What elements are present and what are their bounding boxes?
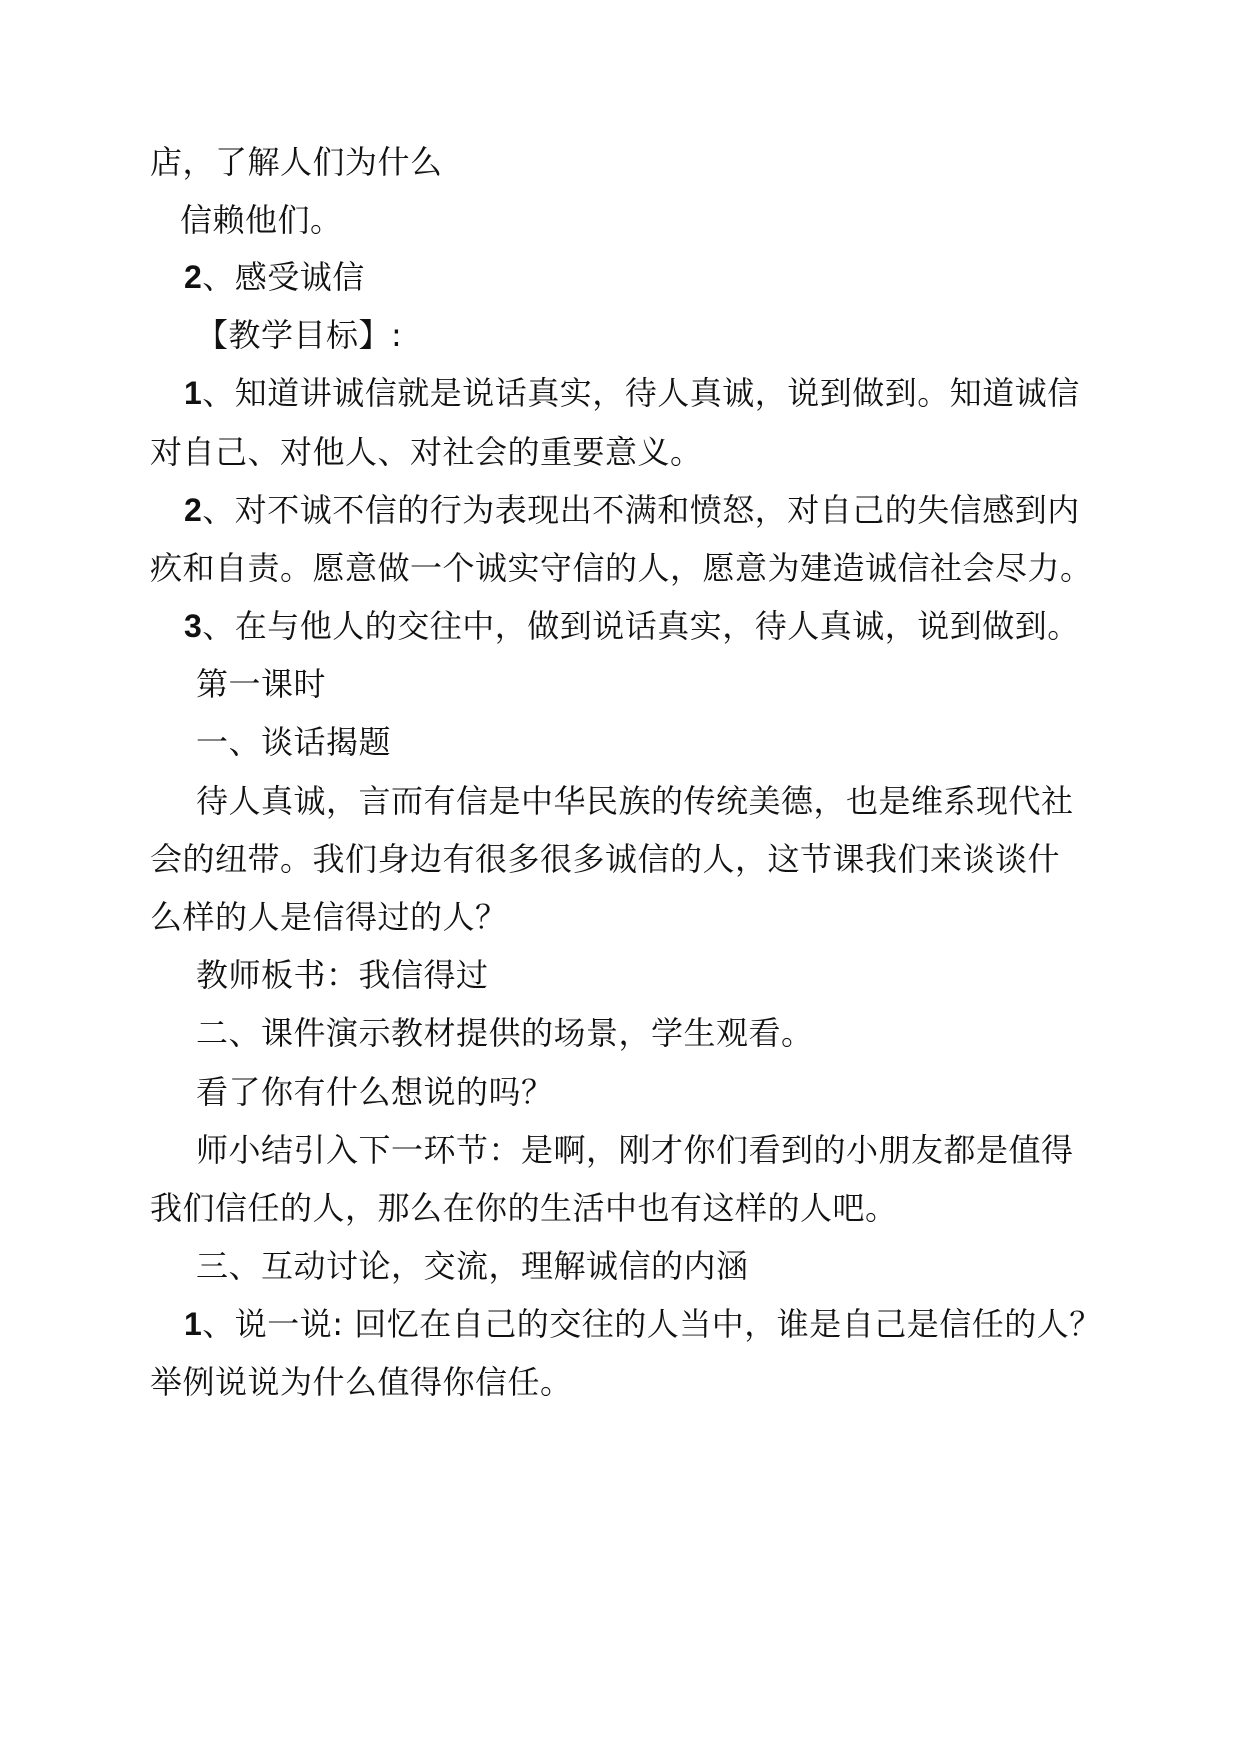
- text: 店，了解人们为什么: [150, 143, 443, 181]
- lesson-title: [196, 664, 326, 704]
- text: 看了你有什么想说的吗？: [196, 1073, 554, 1111]
- text: 、知道讲诚信就是说话真实，待人真诚，说到做到。知道诚信: [202, 374, 1080, 412]
- activity-item-1-continued: [150, 1362, 573, 1402]
- text: 三、互动讨论，交流，理解诚信的内涵: [196, 1247, 749, 1285]
- summary-line-1: [196, 1130, 1074, 1170]
- text: 师小结引入下一环节：是啊，刚才你们看到的小朋友都是值得: [196, 1131, 1074, 1169]
- text: 疚和自责。愿意做一个诚实守信的人，愿意为建造诚信社会尽力。: [150, 549, 1093, 587]
- list-number: 2: [184, 259, 203, 295]
- text: 、感受诚信: [202, 258, 365, 296]
- goal-item-2: [184, 490, 1080, 530]
- text: 、说一说: 回忆在自己的交往的人当中，谁是自己是信任的人？: [202, 1305, 1102, 1343]
- text: 【教学目标】:: [196, 316, 403, 354]
- goal-item-1: [184, 373, 1080, 413]
- question-line: [196, 1072, 554, 1112]
- summary-line-2: [150, 1188, 898, 1228]
- list-number: 3: [184, 608, 203, 644]
- text: 对自己、对他人、对社会的重要意义。: [150, 433, 703, 471]
- text: 一、谈话揭题: [196, 723, 392, 761]
- activity-item-1: [184, 1304, 1102, 1344]
- paragraph-intro-line-1: [196, 781, 1074, 821]
- text: 、对不诚不信的行为表现出不满和愤怒，对自己的失信感到内: [202, 491, 1080, 529]
- goal-item-3: [184, 606, 1080, 646]
- text: 会的纽带。我们身边有很多很多诚信的人，这节课我们来谈谈什: [150, 840, 1061, 878]
- text: 信赖他们。: [180, 201, 343, 239]
- goal-item-2-continued: [150, 548, 1093, 588]
- list-number: 2: [184, 492, 203, 528]
- goal-item-1-continued: [150, 432, 703, 472]
- list-number: 1: [184, 375, 203, 411]
- text: 教师板书：我信得过: [196, 956, 489, 994]
- paragraph-line-2: [180, 200, 343, 240]
- section-heading-3: [196, 1246, 749, 1286]
- text: 、在与他人的交往中，做到说话真实，待人真诚，说到做到。: [202, 607, 1080, 645]
- text: 举例说说为什么值得你信任。: [150, 1363, 573, 1401]
- paragraph-line-1: [150, 142, 443, 182]
- text: 第一课时: [196, 665, 327, 703]
- text: 二、课件演示教材提供的场景，学生观看。: [196, 1014, 814, 1052]
- section-heading-1: [196, 722, 391, 762]
- paragraph-intro-line-3: [150, 897, 508, 937]
- text: 么样的人是信得过的人？: [150, 898, 508, 936]
- section-heading-2: [196, 1013, 814, 1053]
- teaching-goals-heading: [196, 315, 402, 355]
- list-number: 1: [184, 1306, 203, 1342]
- paragraph-intro-line-2: [150, 839, 1060, 879]
- text: 我们信任的人，那么在你的生活中也有这样的人吧。: [150, 1189, 898, 1227]
- section-heading-feel-integrity: [184, 257, 365, 297]
- text: 待人真诚，言而有信是中华民族的传统美德，也是维系现代社: [196, 782, 1074, 820]
- blackboard-note: [196, 955, 489, 995]
